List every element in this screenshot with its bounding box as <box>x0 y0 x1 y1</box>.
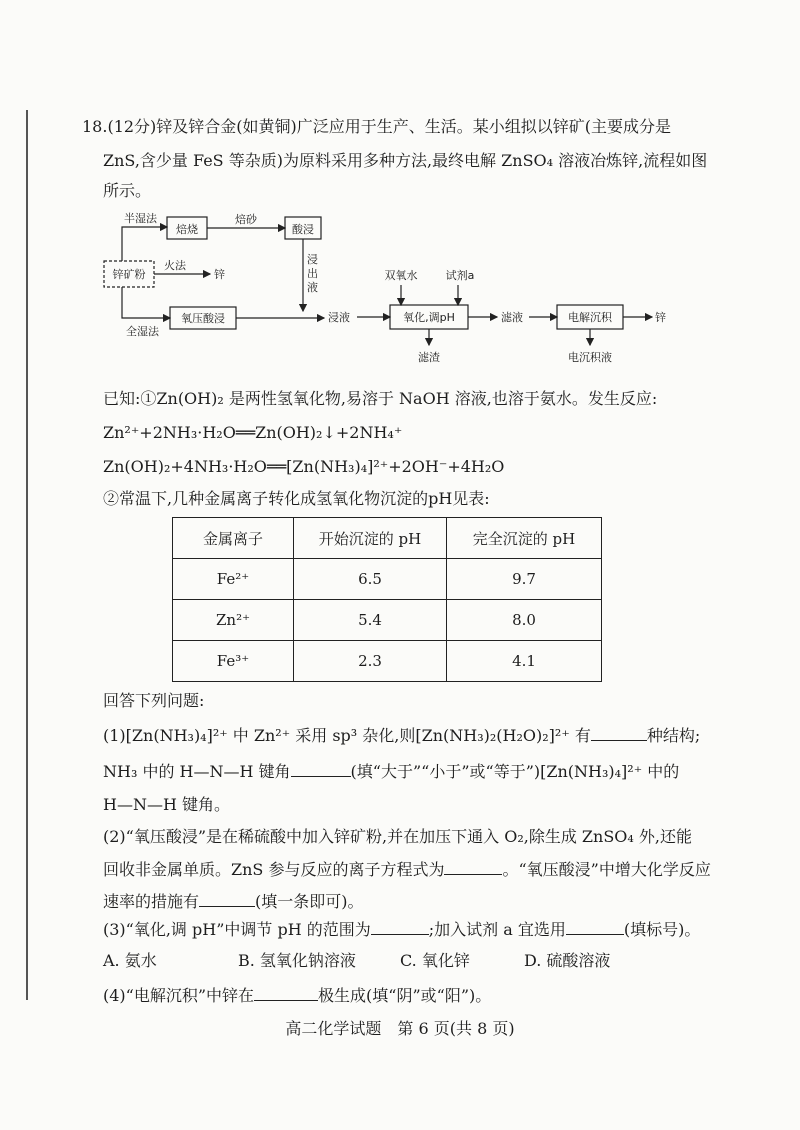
leachate-label: 浸液 <box>328 311 350 324</box>
table-cell: 8.0 <box>447 600 602 641</box>
q3-text-b: ;加入试剂 a 宜选用 <box>428 920 566 939</box>
ore-label: 锌矿粉 <box>112 268 146 281</box>
header-cell: 金属离子 <box>173 518 294 559</box>
reagent-a-label: 试剂a <box>445 269 475 282</box>
page-footer: 高二化学试题 第 6 页(共 8 页) <box>285 1019 515 1038</box>
oxidize-label: 氧化,调pH <box>403 311 455 324</box>
q2-blank-1[interactable] <box>444 858 502 875</box>
q1-blank-2[interactable] <box>291 760 351 777</box>
equation-2: Zn(OH)₂+4NH₃·H₂O══[Zn(NH₃)₄]²⁺+2OH⁻+4H₂O <box>103 457 505 476</box>
q4-text-b: 极生成(填“阴”或“阳”)。 <box>318 986 492 1005</box>
q2-line-1: (2)“氧压酸浸”是在稀硫酸中加入锌矿粉,并在加压下通入 O₂,除生成 ZnSO₄ 外,还能 <box>103 827 692 846</box>
h2o2-label: 双氧水 <box>384 269 418 282</box>
margin-line <box>26 110 28 1000</box>
option-a: A. 氨水 <box>103 951 157 970</box>
ph-table <box>172 517 602 682</box>
table-cell: 5.4 <box>294 600 447 641</box>
oxy-leach-label: 氧压酸浸 <box>181 312 225 325</box>
option-d: D. 硫酸溶液 <box>524 951 611 970</box>
answer-intro: 回答下列问题: <box>103 691 205 710</box>
option-c: C. 氧化锌 <box>400 951 470 970</box>
q1-line-2 <box>103 760 679 783</box>
q3-blank-2[interactable] <box>566 918 624 935</box>
table-row <box>173 559 602 600</box>
process-flowchart <box>92 205 692 375</box>
q1-line-1 <box>103 724 700 747</box>
semi-wet-label: 半湿法 <box>124 212 157 225</box>
leach-out-label-3: 液 <box>307 281 318 294</box>
table-cell: 9.7 <box>447 559 602 600</box>
fire-label: 火法 <box>164 259 186 272</box>
electro-label: 电解沉积 <box>568 311 612 324</box>
q4-blank[interactable] <box>254 984 318 1001</box>
leach-out-label-1: 浸 <box>307 253 318 266</box>
table-header-row <box>173 518 602 559</box>
table-row <box>173 600 602 641</box>
full-wet-label: 全湿法 <box>126 325 159 338</box>
q1-text-d: (填“大于”“小于”或“等于”)[Zn(NH₃)₄]²⁺ 中的 <box>350 762 680 781</box>
leach-out-label-2: 出 <box>307 267 318 280</box>
q4-text-a: (4)“电解沉积”中锌在 <box>103 986 255 1005</box>
q1-text-c: NH₃ 中的 H—N—H 键角 <box>103 762 291 781</box>
q3-text-a: (3)“氧化,调 pH”中调节 pH 的范围为 <box>103 920 371 939</box>
q2-line-2 <box>103 858 711 881</box>
electro-liquid-label: 电沉积液 <box>568 351 612 364</box>
roast-label: 焙烧 <box>176 223 198 236</box>
zinc-fire-label: 锌 <box>214 268 225 281</box>
filtrate-label: 滤液 <box>501 311 523 324</box>
equation-1: Zn²⁺+2NH₃·H₂O══Zn(OH)₂↓+2NH₄⁺ <box>103 423 403 442</box>
option-b: B. 氢氧化钠溶液 <box>238 951 356 970</box>
residue-label: 滤渣 <box>418 351 440 364</box>
known-item-2: ②常温下,几种金属离子转化成氢氧化物沉淀的pH见表: <box>103 489 490 508</box>
table-cell: 6.5 <box>294 559 447 600</box>
q2-text-c: 。“氧压酸浸”中增大化学反应 <box>502 860 711 879</box>
q2-text-d: 速率的措施有 <box>103 892 200 911</box>
calcine-label: 焙砂 <box>235 213 257 226</box>
q2-text-b: 回收非金属单质。ZnS 参与反应的离子方程式为 <box>103 860 445 879</box>
zinc-out-label: 锌 <box>655 311 666 324</box>
q2-text-e: (填一条即可)。 <box>255 892 364 911</box>
q3-text-c: (填标号)。 <box>623 920 701 939</box>
table-cell: Fe²⁺ <box>173 559 294 600</box>
q4-line <box>103 984 491 1007</box>
q1-line-3: H—N—H 键角。 <box>103 795 230 814</box>
q3-blank-1[interactable] <box>371 918 429 935</box>
table-cell: 2.3 <box>294 641 447 682</box>
table-cell: Zn²⁺ <box>173 600 294 641</box>
acid-leach-label: 酸浸 <box>292 223 314 236</box>
question-line-3: 所示。 <box>103 181 152 200</box>
table-cell: 4.1 <box>447 641 602 682</box>
known-intro: 已知:①Zn(OH)₂ 是两性氢氧化物,易溶于 NaOH 溶液,也溶于氨水。发生反应: <box>103 389 658 408</box>
question-line-2: ZnS,含少量 FeS 等杂质)为原料采用多种方法,最终电解 ZnSO₄ 溶液冶炼锌,流程如图 <box>103 151 708 170</box>
q2-line-3 <box>103 890 364 913</box>
q2-blank-2[interactable] <box>199 890 255 907</box>
q3-line <box>103 918 700 941</box>
header-cell: 完全沉淀的 pH <box>447 518 602 559</box>
q1-text-a: (1)[Zn(NH₃)₄]²⁺ 中 Zn²⁺ 采用 sp³ 杂化,则[Zn(NH₃)₂(H₂O)₂]²⁺ 有 <box>103 726 591 745</box>
header-cell: 开始沉淀的 pH <box>294 518 447 559</box>
question-line-1: 18.(12分)锌及锌合金(如黄铜)广泛应用于生产、生活。某小组拟以锌矿(主要成分是 <box>82 117 672 136</box>
q1-blank-1[interactable] <box>591 724 647 741</box>
table-cell: Fe³⁺ <box>173 641 294 682</box>
table-row <box>173 641 602 682</box>
q1-text-b: 种结构; <box>646 726 701 745</box>
